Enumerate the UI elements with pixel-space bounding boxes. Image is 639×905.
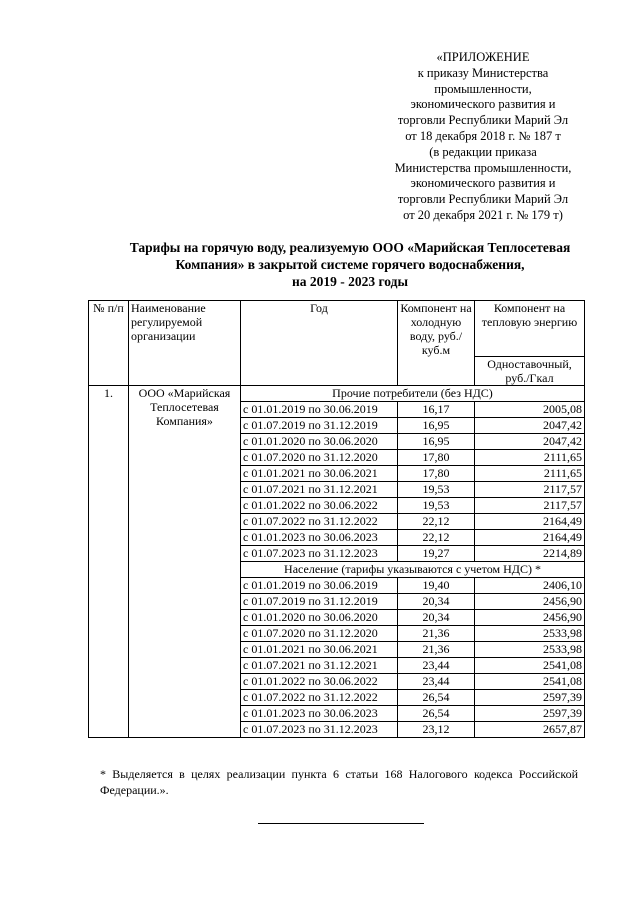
cold-water-cell: 21,36 bbox=[398, 642, 475, 658]
col-header-year: Год bbox=[241, 301, 398, 386]
row-number: 1. bbox=[89, 386, 129, 738]
heat-energy-cell: 2597,39 bbox=[475, 690, 585, 706]
heat-energy-cell: 2117,57 bbox=[475, 498, 585, 514]
heat-energy-cell: 2541,08 bbox=[475, 674, 585, 690]
cold-water-cell: 26,54 bbox=[398, 690, 475, 706]
heat-energy-cell: 2541,08 bbox=[475, 658, 585, 674]
period-cell: с 01.07.2022 по 31.12.2022 bbox=[241, 690, 398, 706]
cold-water-cell: 23,12 bbox=[398, 722, 475, 738]
cold-water-cell: 17,80 bbox=[398, 450, 475, 466]
footnote-line-1: * Выделяется в целях реализации пункта 6 статьи 168 Налогового кодекса Российской bbox=[100, 767, 578, 781]
period-cell: с 01.01.2022 по 30.06.2022 bbox=[241, 674, 398, 690]
heat-energy-cell: 2533,98 bbox=[475, 642, 585, 658]
period-cell: с 01.01.2023 по 30.06.2023 bbox=[241, 530, 398, 546]
period-cell: с 01.01.2020 по 30.06.2020 bbox=[241, 434, 398, 450]
col-header-heat: Компонент на тепловую энергию bbox=[475, 301, 585, 357]
heat-energy-cell: 2164,49 bbox=[475, 530, 585, 546]
period-cell: с 01.07.2023 по 31.12.2023 bbox=[241, 546, 398, 562]
header-line: торговли Республики Марий Эл bbox=[397, 192, 569, 207]
cold-water-cell: 23,44 bbox=[398, 658, 475, 674]
heat-energy-cell: 2111,65 bbox=[475, 466, 585, 482]
closing-rule bbox=[258, 823, 424, 824]
header-line: экономического развития и bbox=[410, 176, 556, 191]
document-title bbox=[60, 239, 639, 290]
consumer-category: Население (тарифы указываются с учетом НДС) * bbox=[241, 562, 585, 578]
consumer-category: Прочие потребители (без НДС) bbox=[241, 386, 585, 402]
period-cell: с 01.07.2022 по 31.12.2022 bbox=[241, 514, 398, 530]
header-line: (в редакции приказа bbox=[429, 144, 537, 159]
cold-water-cell: 26,54 bbox=[398, 706, 475, 722]
title-line: Компания» в закрытой системе горячего водоснабжения, bbox=[175, 257, 525, 272]
header-line: от 18 декабря 2018 г. № 187 т bbox=[405, 128, 561, 143]
heat-energy-cell: 2214,89 bbox=[475, 546, 585, 562]
period-cell: с 01.07.2020 по 31.12.2020 bbox=[241, 626, 398, 642]
period-cell: с 01.01.2019 по 30.06.2019 bbox=[241, 402, 398, 418]
cold-water-cell: 19,40 bbox=[398, 578, 475, 594]
group-row bbox=[89, 386, 585, 402]
cold-water-cell: 22,12 bbox=[398, 514, 475, 530]
cold-water-cell: 22,12 bbox=[398, 530, 475, 546]
period-cell: с 01.01.2023 по 30.06.2023 bbox=[241, 706, 398, 722]
cold-water-cell: 17,80 bbox=[398, 466, 475, 482]
period-cell: с 01.07.2021 по 31.12.2021 bbox=[241, 658, 398, 674]
period-cell: с 01.01.2021 по 30.06.2021 bbox=[241, 642, 398, 658]
col-header-cold: Компонент на холодную воду, руб./куб.м bbox=[398, 301, 475, 386]
heat-energy-cell: 2456,90 bbox=[475, 610, 585, 626]
col-header-heat-sub: Одноставочный, руб./Гкал bbox=[475, 357, 585, 386]
heat-energy-cell: 2117,57 bbox=[475, 482, 585, 498]
cold-water-cell: 19,53 bbox=[398, 498, 475, 514]
heat-energy-cell: 2047,42 bbox=[475, 434, 585, 450]
title-line: Тарифы на горячую воду, реализуемую ООО «Марийская Теплосетевая bbox=[129, 240, 571, 255]
footnote-line-2: Федерации.». bbox=[100, 783, 169, 797]
header-line: торговли Республики Марий Эл bbox=[397, 113, 569, 128]
period-cell: с 01.07.2020 по 31.12.2020 bbox=[241, 450, 398, 466]
header-row bbox=[89, 301, 585, 357]
cold-water-cell: 20,34 bbox=[398, 610, 475, 626]
heat-energy-cell: 2657,87 bbox=[475, 722, 585, 738]
col-header-org: Наименование регулируемой организации bbox=[129, 301, 241, 386]
heat-energy-cell: 2164,49 bbox=[475, 514, 585, 530]
header-line: к приказу Министерства bbox=[417, 65, 549, 80]
cold-water-cell: 20,34 bbox=[398, 594, 475, 610]
heat-energy-cell: 2406,10 bbox=[475, 578, 585, 594]
cold-water-cell: 19,53 bbox=[398, 482, 475, 498]
header-line: промышленности, bbox=[434, 81, 532, 96]
cold-water-cell: 16,95 bbox=[398, 418, 475, 434]
title-line: на 2019 - 2023 годы bbox=[291, 274, 409, 289]
header-line: от 20 декабря 2021 г. № 179 т) bbox=[403, 207, 563, 222]
cold-water-cell: 16,17 bbox=[398, 402, 475, 418]
period-cell: с 01.01.2019 по 30.06.2019 bbox=[241, 578, 398, 594]
header-line: Министерства промышленности, bbox=[394, 160, 572, 175]
appendix-header bbox=[378, 50, 588, 224]
period-cell: с 01.07.2019 по 31.12.2019 bbox=[241, 594, 398, 610]
heat-energy-cell: 2456,90 bbox=[475, 594, 585, 610]
period-cell: с 01.07.2021 по 31.12.2021 bbox=[241, 482, 398, 498]
period-cell: с 01.01.2021 по 30.06.2021 bbox=[241, 466, 398, 482]
tariff-table bbox=[88, 300, 585, 738]
heat-energy-cell: 2533,98 bbox=[475, 626, 585, 642]
header-line: «ПРИЛОЖЕНИЕ bbox=[436, 50, 530, 64]
col-header-num: № п/п bbox=[89, 301, 129, 386]
period-cell: с 01.07.2019 по 31.12.2019 bbox=[241, 418, 398, 434]
period-cell: с 01.01.2022 по 30.06.2022 bbox=[241, 498, 398, 514]
heat-energy-cell: 2597,39 bbox=[475, 706, 585, 722]
period-cell: с 01.07.2023 по 31.12.2023 bbox=[241, 722, 398, 738]
footnote bbox=[100, 766, 578, 798]
heat-energy-cell: 2005,08 bbox=[475, 402, 585, 418]
cold-water-cell: 21,36 bbox=[398, 626, 475, 642]
period-cell: с 01.01.2020 по 30.06.2020 bbox=[241, 610, 398, 626]
heat-energy-cell: 2111,65 bbox=[475, 450, 585, 466]
cold-water-cell: 23,44 bbox=[398, 674, 475, 690]
header-line: экономического развития и bbox=[410, 97, 556, 112]
tariff-body bbox=[89, 386, 585, 738]
organization-name: ООО «Марийская Теплосетевая Компания» bbox=[129, 386, 241, 738]
cold-water-cell: 16,95 bbox=[398, 434, 475, 450]
heat-energy-cell: 2047,42 bbox=[475, 418, 585, 434]
cold-water-cell: 19,27 bbox=[398, 546, 475, 562]
